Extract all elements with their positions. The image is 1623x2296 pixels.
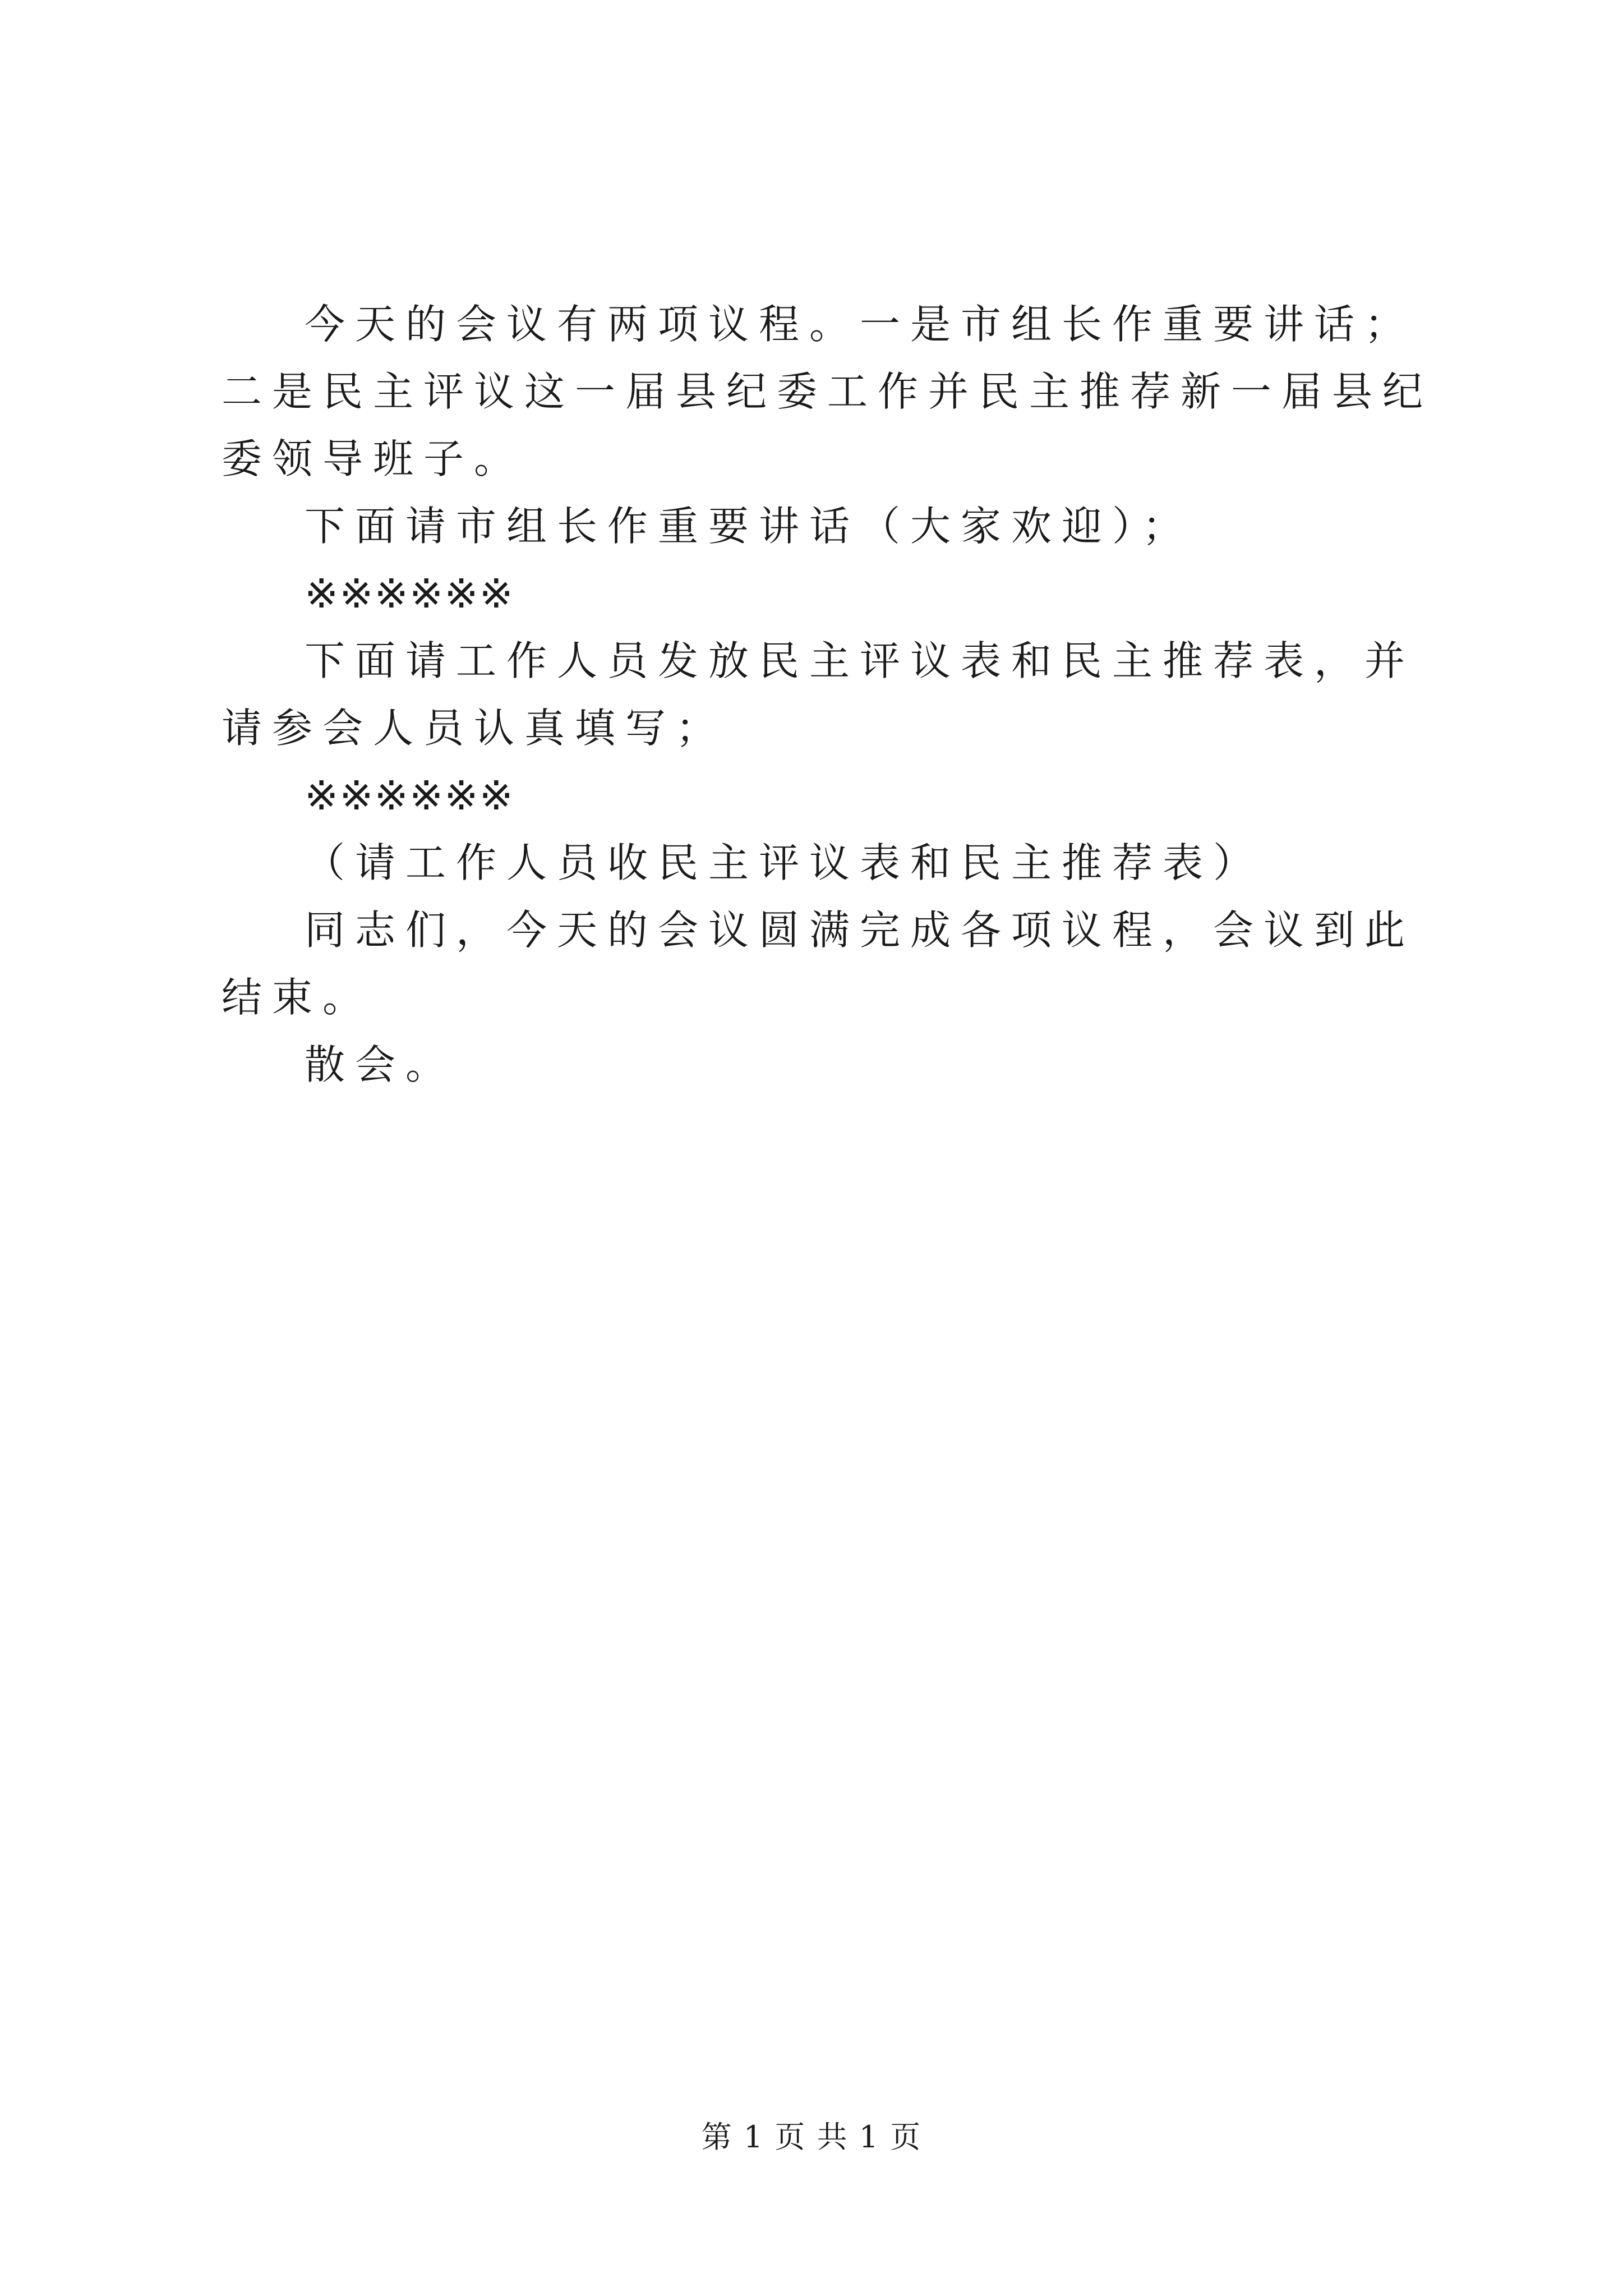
- paragraph-closing: 同志们，今天的会议圆满完成各项议程，会议到此结束。: [222, 907, 1415, 1021]
- paragraph-adjourn: 散会。: [305, 1041, 457, 1088]
- paragraph-distribute-forms: 下面请工作人员发放民主评议表和民主推荐表，并请参会人员认真填写；: [222, 637, 1415, 752]
- paragraph-omission-marks: ※※※※※※: [305, 570, 514, 617]
- document-body: [222, 291, 1433, 1098]
- paragraph-speech-invite: 下面请市组长作重要讲话（大家欢迎）；: [305, 503, 1193, 550]
- paragraph-omission-marks: ※※※※※※: [305, 772, 514, 819]
- page-number-footer: 第 1 页 共 1 页: [701, 2119, 922, 2155]
- paragraph-agenda: 今天的会议有两项议程。一是市组长作重要讲话；二是民主评议这一届县纪委工作并民主推荐新一届县纪委领导班子。: [222, 301, 1433, 482]
- paragraph-collect-forms: （请工作人员收民主评议表和民主推荐表）: [305, 839, 1264, 886]
